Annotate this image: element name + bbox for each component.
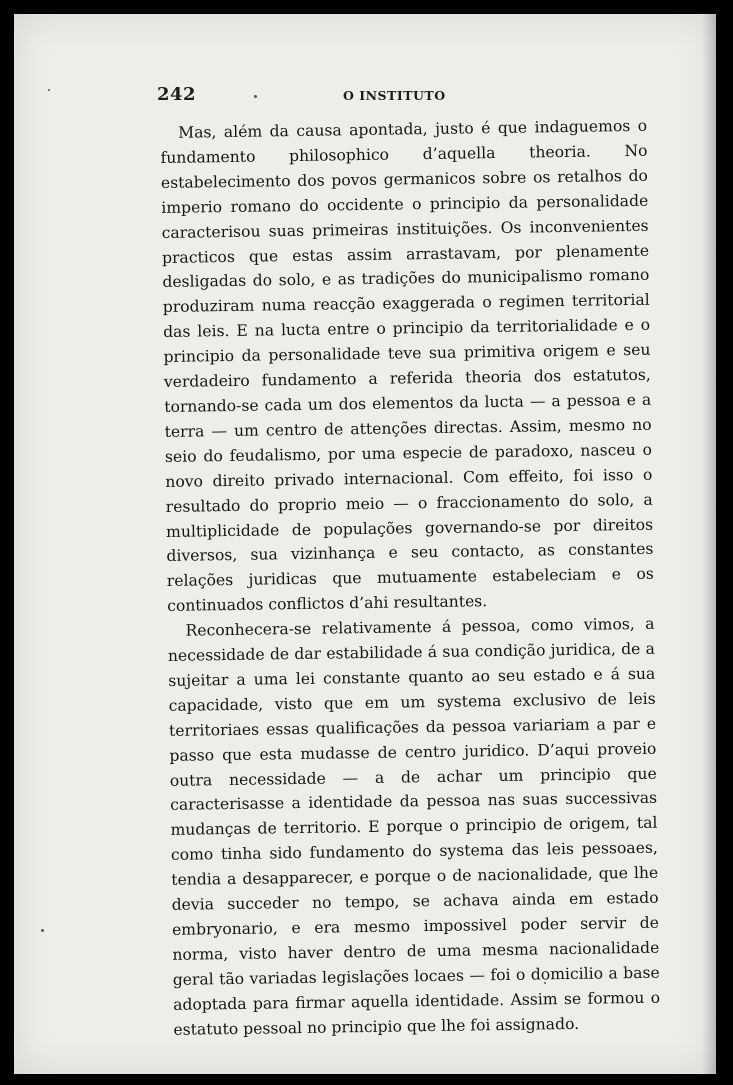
body-text	[160, 114, 661, 1043]
page-header	[155, 84, 665, 108]
paragraph: Mas, além da causa apontada, justo é que indaguemos o fundamento philosophico d’aquella theoria. No estabelecimento dos povos germanicos sobre os retalhos do imperio romano do occidente o principio da personalidade caracterisou suas primeiras instituições. Os inconvenientes practicos que estas assim arrastavam, por plenamente desligadas do solo, e as tradições do municipalismo romano produziram numa reacção exaggerada o regimen territorial das leis. E na lucta entre o principio da territorialidade e o principio da personalidade teve sua primitiva origem e seu verdadeiro fundamento a referida theoria dos estatutos, tornando-se cada um dos elementos da lucta — a pessoa e a terra — um centro de attenções directas. Assim, mesmo no seio do feudalismo, por uma especie de paradoxo, nasceu o novo direito privado internacional. Com effeito, foi isso o resultado do proprio meio — o fraccionamento do solo, a multiplicidade de populações governando-se por direitos diversos, sua vizinhança e seu contacto, as constantes relações juridicas que mutuamente estabeleciam e os continuados conflictos d’ahi resultantes.	[160, 116, 654, 616]
page-number: 242	[157, 84, 197, 105]
paragraph: Reconhecera-se relativamente á pessoa, como vimos, a necessidade de dar estabilidade á sua condição juridica, de a sujeitar a uma lei constante quanto ao seu estado e á sua capacidade, visto que em um systema exclusivo de leis territoriaes essas qualificações da pessoa variariam a par e passo que esta mudasse de centro juridico. D’aqui proveio outra necessidade — a de achar um principio que caracterisasse a identidade da pessoa nas suas successivas mudanças de territorio. E porque o principio de origem, tal como tinha sido fundamento do systema das leis pessoaes, tendia a desapparecer, e porque o de nacionalidade, que lhe devia succeder no tempo, se achava ainda em estado embryonario, e era mesmo impossivel poder servir de norma, visto haver dentro de uma mesma nacionalidade geral tão variadas legislações locaes — foi o domicilio a base adoptada para firmar aquella identidade. Assim se formou o estatuto pessoal no principio que lhe foi assignado.	[167, 614, 661, 1039]
running-title: O INSTITUTO	[343, 88, 446, 103]
ink-speck	[48, 89, 50, 91]
ink-speck	[41, 929, 44, 932]
